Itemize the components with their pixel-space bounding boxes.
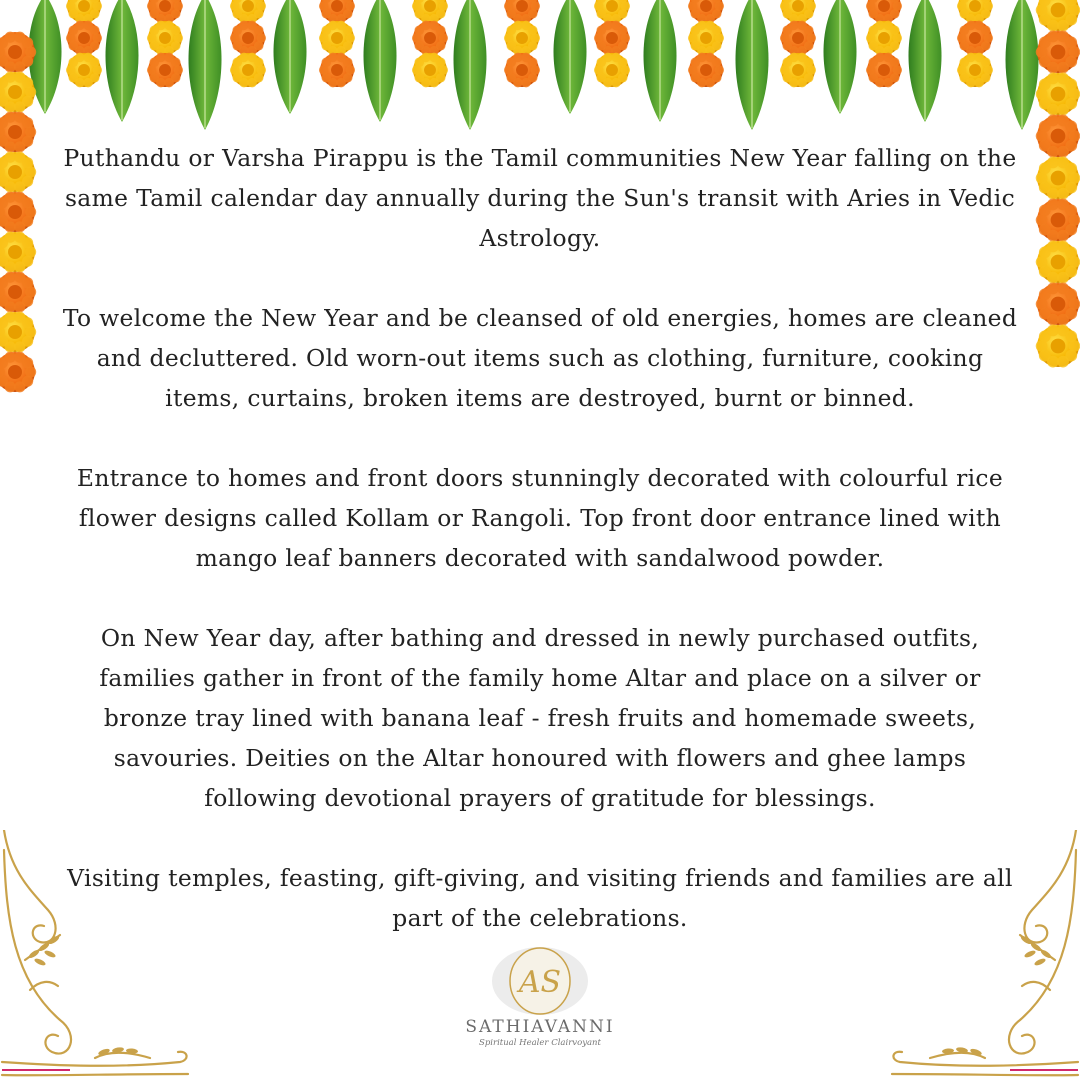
marigold-flower-icon: [688, 0, 724, 23]
marigold-flower-icon: [1036, 115, 1080, 158]
marigold-flower-icon: [957, 21, 993, 56]
mango-leaf-icon: [1006, 0, 1039, 130]
paragraph-intro: Puthandu or Varsha Pirappu is the Tamil communities New Year falling on the same Tamil calendar day annually during the Sun's transit with Aries in Vedic Astrology.: [63, 144, 1017, 252]
marigold-flower-icon: [319, 53, 355, 88]
marigold-flower-icon: [504, 53, 540, 88]
mango-leaf-icon: [189, 0, 222, 130]
svg-text:AS: AS: [518, 965, 562, 1000]
mango-leaf-icon: [454, 0, 487, 130]
marigold-flower-icon: [66, 21, 102, 56]
mango-leaf-icon: [554, 0, 587, 114]
paragraph-cleansing: To welcome the New Year and be cleansed of old energies, homes are cleaned and decluttered. Old worn-out items such as clothing, furniture, cooking items, curtains, broken items are destroyed, burnt or binned.: [62, 304, 1018, 412]
gold-scroll-ornament-icon: [0, 830, 190, 1080]
marigold-flower-icon: [1036, 73, 1080, 116]
marigold-flower-icon: [1036, 241, 1080, 284]
marigold-flower-icon: [412, 21, 448, 56]
marigold-flower-icon: [230, 0, 266, 23]
marigold-flower-icon: [780, 21, 816, 56]
marigold-flower-icon: [504, 21, 540, 56]
brand-name: SATHIAVANNI: [465, 1017, 615, 1037]
marigold-flower-icon: [504, 0, 540, 23]
marigold-flower-icon: [147, 53, 183, 88]
mango-leaf-icon: [106, 0, 139, 122]
marigold-flower-icon: [957, 53, 993, 88]
marigold-flower-icon: [1036, 283, 1080, 326]
marigold-flower-icon: [0, 72, 36, 113]
marigold-flower-icon: [230, 53, 266, 88]
marigold-flower-icon: [1036, 31, 1080, 74]
monogram-logo-icon: [485, 945, 595, 1017]
marigold-flower-icon: [0, 152, 36, 193]
marigold-flower-icon: [1036, 0, 1080, 31]
mango-leaf-icon: [736, 0, 769, 130]
marigold-flower-icon: [0, 112, 36, 153]
marigold-flower-icon: [0, 272, 36, 313]
paragraph-new-year-day: On New Year day, after bathing and dressed in newly purchased outfits, families gather in front of the family home Altar and place on a silver or bronze tray lined with banana leaf - fresh fruits and homemade sweets, savouries. Deities on the Altar honoured with flowers and ghee lamps following devotional prayers of gratitude for blessings.: [99, 624, 981, 812]
paragraph-celebrations: Visiting temples, feasting, gift-giving, and visiting friends and families are all part of the celebrations.: [67, 864, 1013, 932]
marigold-flower-icon: [780, 53, 816, 88]
mango-leaf-icon: [909, 0, 942, 122]
marigold-flower-icon: [412, 0, 448, 23]
mango-leaf-icon: [364, 0, 397, 122]
marigold-flower-icon: [688, 53, 724, 88]
brand-tagline: Spiritual Healer Clairvoyant: [479, 1038, 601, 1048]
marigold-flower-icon: [0, 232, 36, 273]
marigold-flower-icon: [0, 352, 36, 393]
marigold-flower-icon: [0, 312, 36, 353]
marigold-flower-icon: [780, 0, 816, 23]
marigold-flower-icon: [0, 192, 36, 233]
marigold-flower-icon: [866, 21, 902, 56]
marigold-flower-icon: [957, 0, 993, 23]
marigold-flower-icon: [319, 21, 355, 56]
marigold-flower-icon: [319, 0, 355, 23]
mango-leaf-icon: [824, 0, 857, 114]
marigold-flower-icon: [688, 21, 724, 56]
marigold-flower-icon: [147, 21, 183, 56]
marigold-flower-icon: [66, 53, 102, 88]
marigold-flower-icon: [66, 0, 102, 23]
marigold-flower-icon: [594, 0, 630, 23]
marigold-flower-icon: [230, 21, 266, 56]
paragraph-decoration: Entrance to homes and front doors stunningly decorated with colourful rice flower designs called Kollam or Rangoli. Top front door entrance lined with mango leaf banners decorated with sandalwood powder.: [76, 464, 1004, 572]
marigold-flower-icon: [594, 53, 630, 88]
gold-scroll-ornament-icon: [890, 830, 1080, 1080]
marigold-flower-icon: [1036, 199, 1080, 242]
mango-leaf-icon: [274, 0, 307, 114]
marigold-flower-icon: [866, 53, 902, 88]
mango-leaf-icon: [644, 0, 677, 122]
marigold-flower-icon: [1036, 325, 1080, 368]
marigold-flower-icon: [147, 0, 183, 23]
marigold-flower-icon: [594, 21, 630, 56]
sathiavanni-logo: [445, 945, 635, 1055]
article-text: [62, 138, 1018, 938]
marigold-flower-icon: [412, 53, 448, 88]
marigold-flower-icon: [1036, 157, 1080, 200]
marigold-flower-icon: [866, 0, 902, 23]
